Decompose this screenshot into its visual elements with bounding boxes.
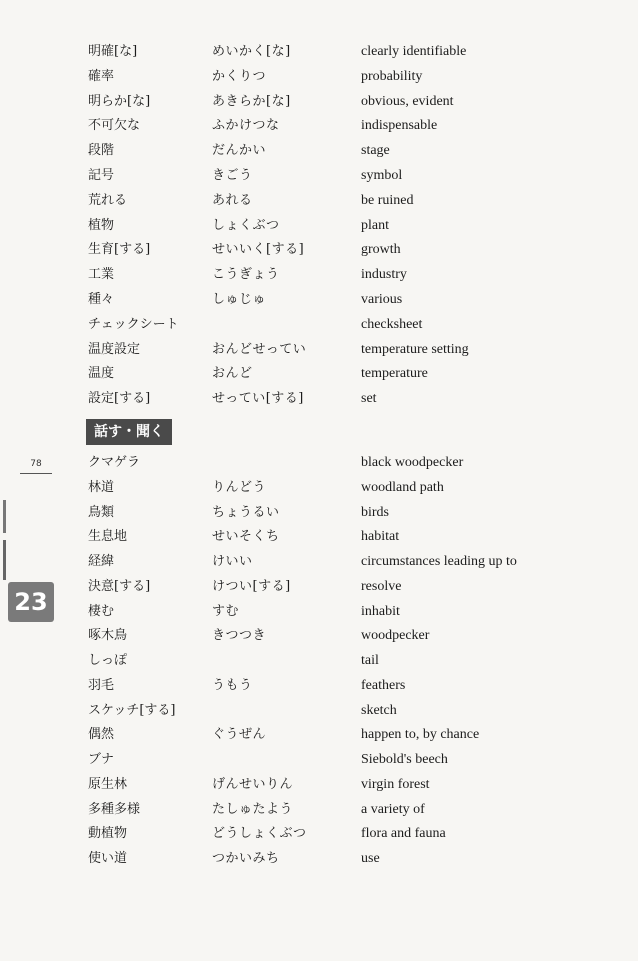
vocab-entry [0,90,638,115]
vocab-meaning: indispensable [361,118,438,134]
vocab-word: しっぽ [88,653,128,668]
vocab-meaning: set [361,391,377,407]
vocab-word: 設定[する] [88,391,151,407]
vocab-word: 啄木鳥 [88,628,128,644]
vocab-word: 生育[する] [88,242,151,258]
vocab-meaning: tail [361,653,379,668]
vocab-word: 偶然 [88,727,115,743]
vocab-word: スケッチ[する] [88,702,176,718]
vocab-word: 決意[する] [88,578,151,594]
vocab-meaning: sketch [361,702,397,718]
vocab-entry [0,164,638,189]
vocab-meaning: temperature setting [361,341,469,357]
vocab-word: 羽毛 [88,677,115,693]
vocab-entry [0,65,638,90]
side-margin-bar [3,540,6,580]
vocab-reading: おんど [212,366,253,382]
vocab-meaning: feathers [361,677,406,693]
vocab-entry [0,798,638,823]
vocab-reading: どうしょくぶつ [212,826,307,842]
vocab-reading: けいい [212,554,253,569]
vocab-reading: めいかく[な] [212,44,291,59]
vocab-entry [0,362,638,387]
vocab-word: 動植物 [88,826,128,842]
vocab-meaning: happen to, by chance [361,727,480,743]
vocab-meaning: symbol [361,168,403,183]
vocab-entry [0,847,638,872]
vocab-entry [0,600,638,625]
vocab-reading: こうぎょう [212,267,280,283]
vocab-reading: しゅじゅ [212,292,267,307]
vocab-word: クマゲラ [88,455,141,470]
vocab-entry [0,263,638,288]
vocab-reading: げんせいりん [212,776,294,792]
vocab-entry [0,189,638,214]
vocab-word: 段階 [88,143,115,159]
vocab-meaning: a variety of [361,801,425,817]
vocab-word: 植物 [88,217,115,233]
vocab-entry [0,238,638,263]
vocab-word: 生息地 [88,529,128,545]
vocab-entry [0,624,638,649]
side-margin-bar [3,500,6,533]
vocab-meaning: probability [361,68,423,84]
vocab-reading: ぐうぜん [212,727,267,743]
vocab-reading: かくりつ [212,68,267,84]
vocab-entry [0,723,638,748]
vocab-reading: けつい[する] [212,578,291,594]
vocab-word: 不可欠な [88,118,141,134]
vocab-word: チェックシート [88,316,179,332]
vocab-meaning: checksheet [361,316,423,332]
vocab-meaning: black woodpecker [361,455,464,470]
page-number-rule [20,473,52,474]
vocab-reading: せいそくち [212,529,280,545]
vocab-entry [0,699,638,724]
vocab-word: 確率 [88,68,115,84]
vocab-meaning: temperature [361,366,428,382]
vocab-reading: ちょうるい [212,504,280,520]
vocab-word: 記号 [88,168,115,183]
vocab-reading: あれる [212,192,253,208]
vocab-entry [0,822,638,847]
vocab-meaning: Siebold's beech [361,752,448,767]
vocab-meaning: clearly identifiable [361,44,467,59]
vocab-meaning: woodland path [361,479,444,495]
vocab-reading: おんどせってい [212,341,307,357]
vocab-meaning: industry [361,267,407,283]
vocab-reading: すむ [212,603,240,619]
vocab-word: 明確[な] [88,44,138,59]
section-header: 話す・聞く [86,419,172,445]
chapter-tab: 23 [8,582,54,622]
vocab-reading: せいいく[する] [212,242,305,258]
vocab-word: 温度設定 [88,341,141,357]
vocab-entry [0,550,638,575]
vocab-entry [0,40,638,65]
vocab-meaning: obvious, evident [361,93,454,109]
vocab-meaning: woodpecker [361,628,430,644]
vocab-meaning: birds [361,504,389,520]
vocab-meaning: habitat [361,529,400,545]
vocab-reading: きごう [212,168,253,183]
vocab-entry [0,387,638,412]
vocab-entry [0,338,638,363]
vocab-entry [0,525,638,550]
vocab-meaning: circumstances leading up to [361,554,517,569]
vocab-reading: だんかい [212,143,267,159]
vocab-entry [0,748,638,773]
vocab-word: 林道 [88,479,115,495]
page-number: 78 [30,459,42,469]
vocab-entry [0,214,638,239]
vocab-meaning: plant [361,217,389,233]
vocab-meaning: various [361,292,403,307]
vocab-word: ブナ [88,752,115,767]
vocab-reading: きつつき [212,628,267,644]
vocab-entry [0,139,638,164]
vocab-meaning: be ruined [361,192,414,208]
vocab-entry [0,501,638,526]
vocab-reading: うもう [212,677,253,693]
vocab-entry [0,649,638,674]
vocab-entry [0,476,638,501]
vocab-word: 使い道 [88,851,128,866]
vocab-word: 鳥類 [88,504,115,520]
vocab-meaning: inhabit [361,603,400,619]
vocab-reading: ふかけつな [212,118,280,134]
vocab-entry [0,288,638,313]
vocab-word: 経緯 [88,554,115,569]
vocab-entry [0,451,638,476]
vocab-meaning: use [361,851,380,866]
vocab-meaning: stage [361,143,390,159]
vocab-word: 明らか[な] [88,93,151,109]
vocab-reading: つかいみち [212,851,280,866]
vocab-entry [0,575,638,600]
vocab-entry [0,114,638,139]
vocab-entry [0,674,638,699]
vocab-reading: りんどう [212,479,267,495]
vocab-word: 多種多様 [88,801,141,817]
vocab-word: 温度 [88,366,115,382]
vocab-word: 荒れる [88,192,128,208]
vocab-entry [0,313,638,338]
vocab-word: 種々 [88,292,115,307]
vocab-meaning: growth [361,242,401,258]
vocab-word: 原生林 [88,776,128,792]
vocab-reading: しょくぶつ [212,217,280,233]
vocab-meaning: resolve [361,578,402,594]
vocab-word: 工業 [88,267,115,283]
vocab-word: 棲む [88,603,115,619]
vocab-reading: たしゅたよう [212,801,294,817]
vocab-meaning: virgin forest [361,776,430,792]
vocab-reading: せってい[する] [212,391,304,407]
vocab-reading: あきらか[な] [212,93,291,109]
vocab-meaning: flora and fauna [361,826,446,842]
vocab-entry [0,773,638,798]
